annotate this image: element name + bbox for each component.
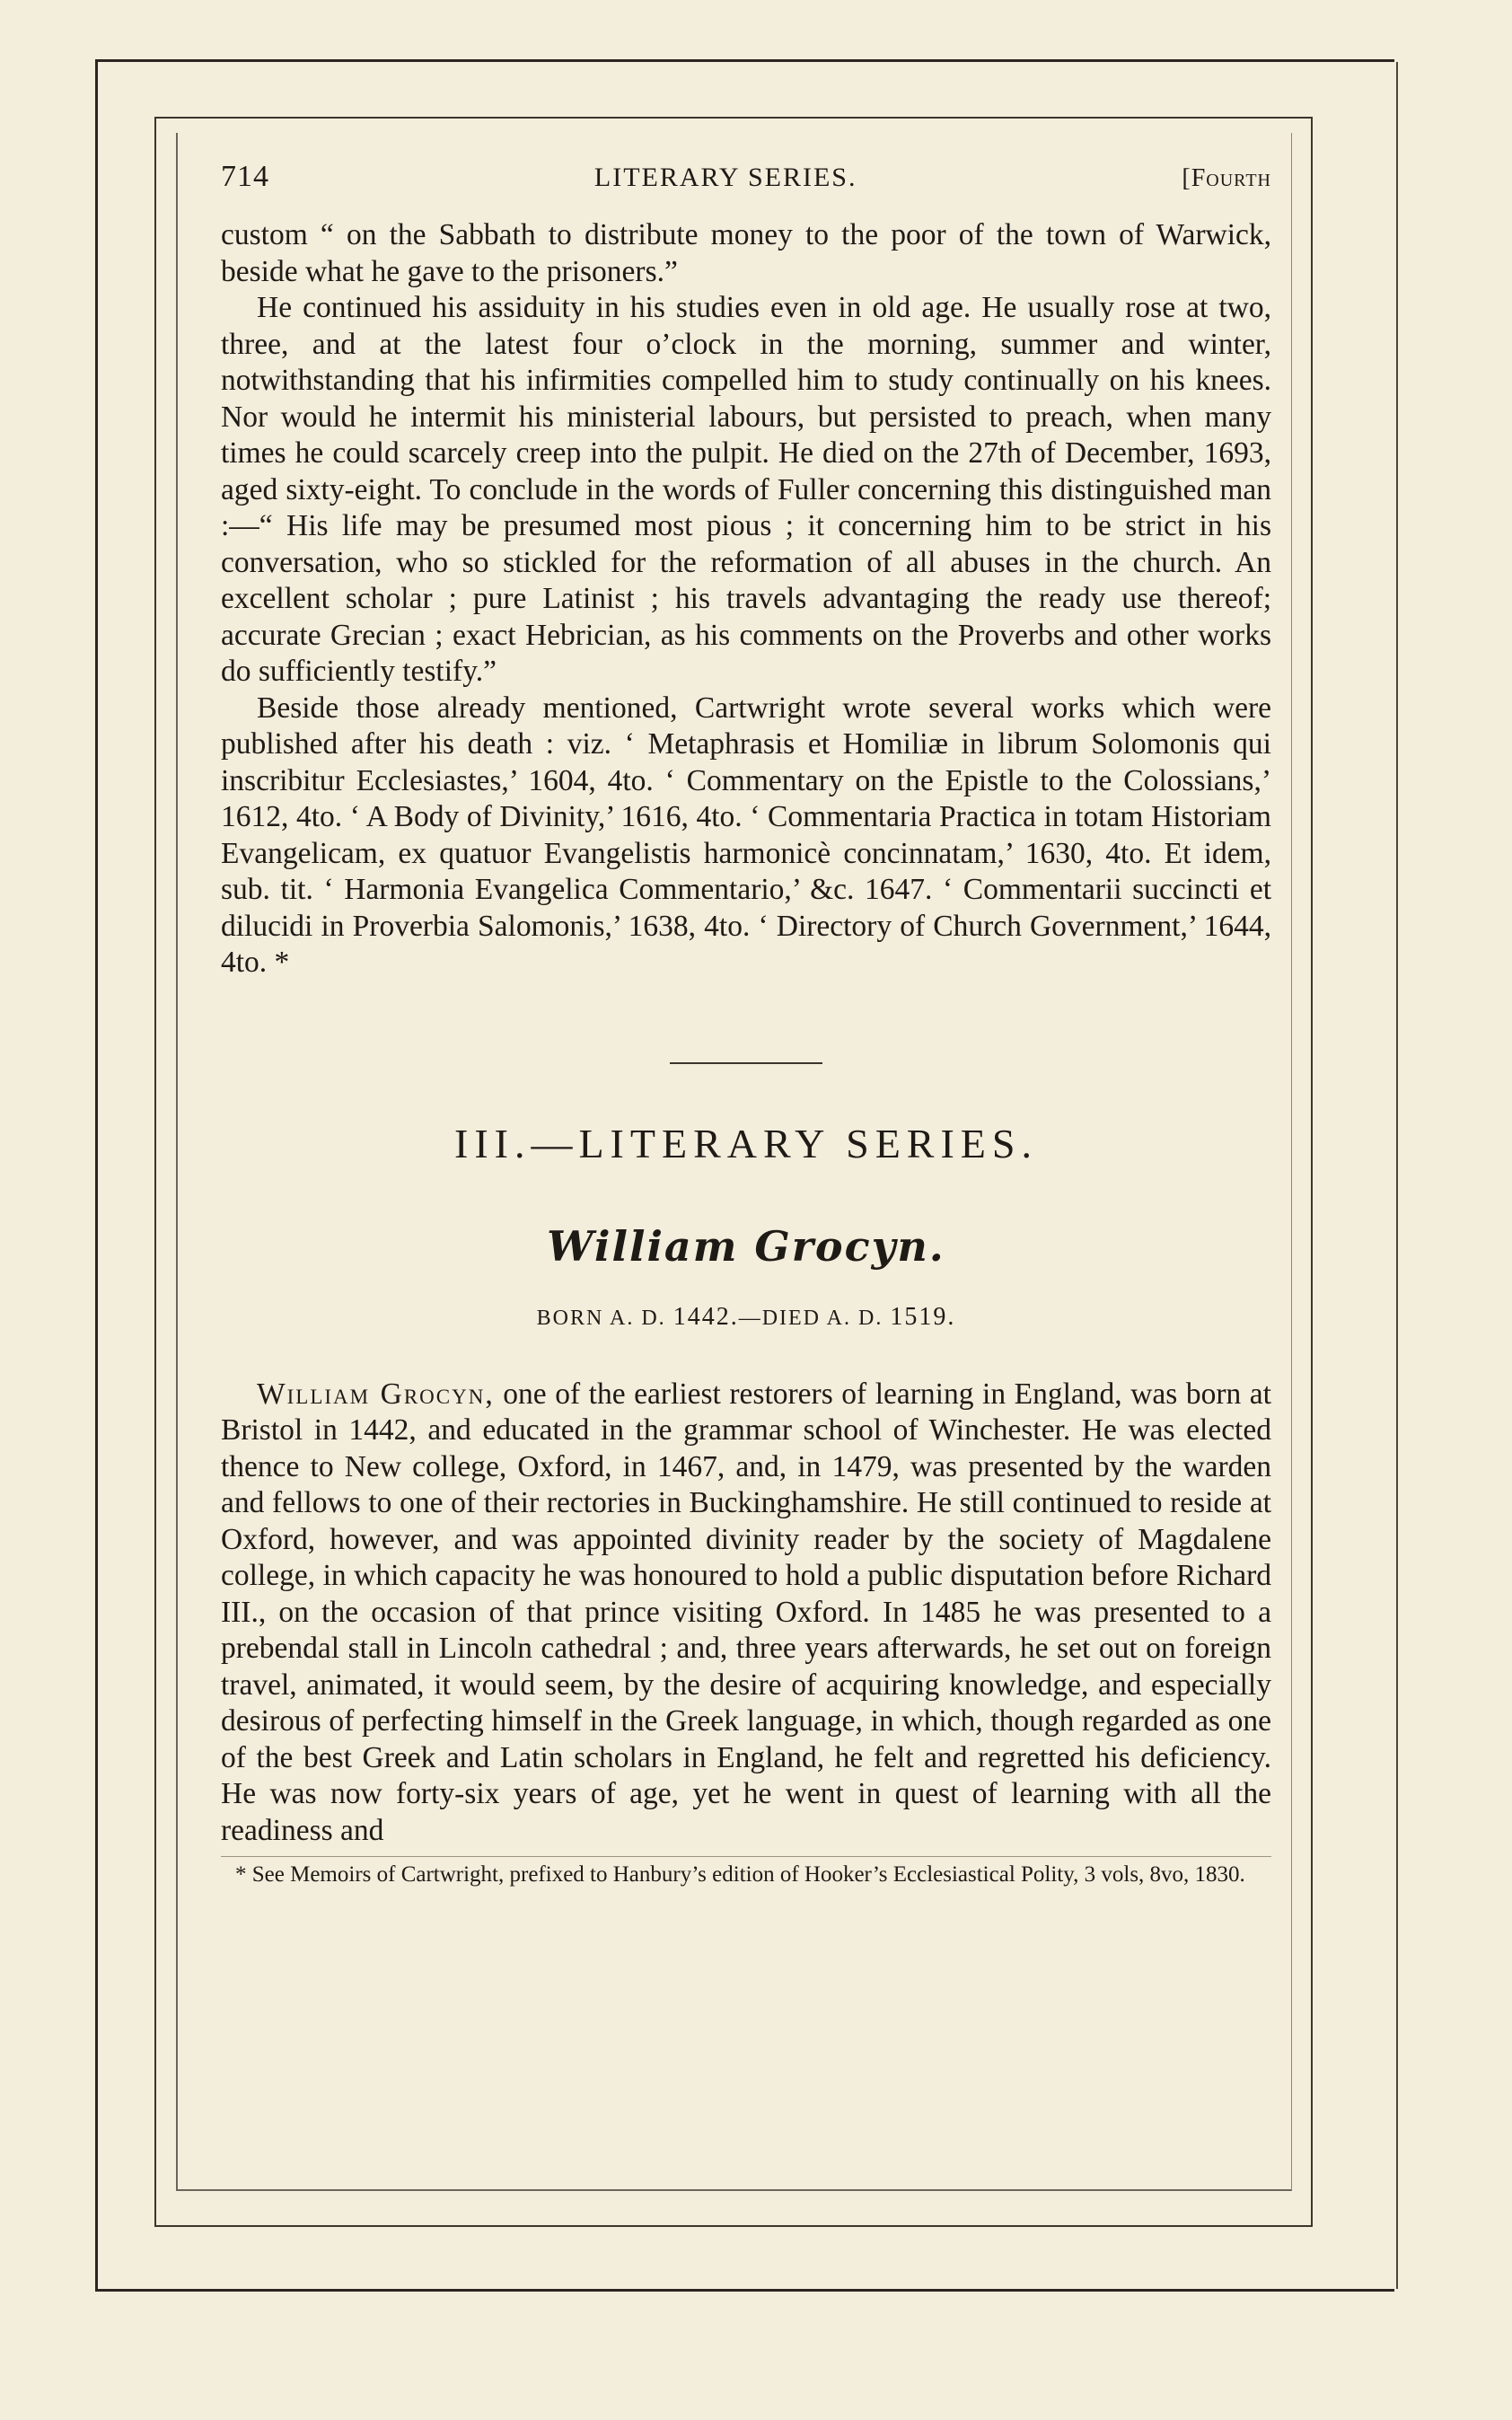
life-dates	[221, 1303, 1271, 1335]
running-section: [Fourth	[1182, 164, 1271, 192]
paragraph-1: custom “ on the Sabbath to distribute money to the poor of the town of Warwick, beside what he gave to the prisoners.”	[221, 218, 1271, 288]
born-label: BORN A. D.	[536, 1306, 666, 1330]
died-year: 1519.	[890, 1302, 956, 1331]
born-year: 1442.	[672, 1302, 739, 1331]
page-number: 714	[221, 160, 269, 193]
running-title: LITERARY SERIES.	[593, 163, 857, 192]
running-header	[221, 160, 1271, 205]
died-label: —DIED A. D.	[738, 1306, 883, 1330]
person-name: William Grocyn.	[547, 1221, 945, 1271]
paragraph-2: He continued his assiduity in his studies even in old age. He usually rose at two, three, and at the latest four o’clock in the morning, summer and winter, notwithstanding that his infirmities compelled him to study continually on his knees. Nor would he intermit his ministerial labours, but persisted to preach, when many times he could scarcely creep into the pulpit. He died on the 27th of December, 1693, aged sixty-eight. To conclude in the words of Fuller concerning this distinguished man :—“ His life may be presumed most pious ; it concerning him to be strict in his conversation, who so stickled for the reformation of all abuses in the church. An excellent scholar ; pure Latinist ; his travels advantaging the ready use thereof; accurate Grecian ; exact Hebrician, as his comments on the Proverbs and other works do sufficiently testify.”	[221, 291, 1271, 688]
page-content	[221, 160, 1271, 1910]
footnote: * See Memoirs of Cartwright, prefixed to Hanbury’s edition of Hooker’s Ecclesiastical Polity, 3 vols, 8vo, 1830.	[235, 1862, 1245, 1887]
section-divider	[670, 1062, 822, 1064]
paragraph-3: Beside those already mentioned, Cartwright wrote several works which were published after his death : viz. ‘ Metaphrasis et Homiliæ in librum Solomonis qui inscribitur Ecclesiastes,’ 1604, 4to. ‘ Commentary on the Epistle to the Colossians,’ 1612, 4to. ‘ A Body of Divinity,’ 1616, 4to. ‘ Commentaria Practica in totam Historiam Evangelicam, ex quatuor Evangelistis harmonicè concinnatam,’ 1630, 4to. Et idem, sub. tit. ‘ Harmonia Evangelica Commentario,’ &c. 1647. ‘ Commentarii succincti et dilucidi in Proverbia Salomonis,’ 1638, 4to. ‘ Directory of Church Government,’ 1644, 4to. *	[221, 691, 1271, 979]
footnote-rule	[221, 1856, 1271, 1857]
bio-text: one of the earliest restorers of learning in England, was born at Bristol in 1442, and educated in the grammar school of Winchester. He was elected thence to New college, Oxford, in 1467, and, in 1479, was presented by the warden and fellows to one of their rectories in Buckinghamshire. He still continued to reside at Oxford, however, and was appointed divinity reader by the society of Magdalene college, in which capacity he was honoured to hold a public disputation before Richard III., on the occasion of that prince visiting Oxford. In 1485 he was presented to a prebendal stall in Lincoln cathedral ; and, three years afterwards, he set out on foreign travel, animated, it would seem, by the desire of acquiring knowledge, and especially desirous of perfecting himself in the Greek language, in which, though regarded as one of the best Greek and Latin scholars in England, he felt and regretted his deficiency. He was now forty-six years of age, yet he went in quest of learning with all the readiness and	[221, 1377, 1271, 1847]
biography-paragraph	[221, 1377, 1271, 1850]
bio-lead-name: William Grocyn,	[257, 1377, 495, 1411]
section-title: III.—LITERARY SERIES.	[454, 1120, 1038, 1166]
